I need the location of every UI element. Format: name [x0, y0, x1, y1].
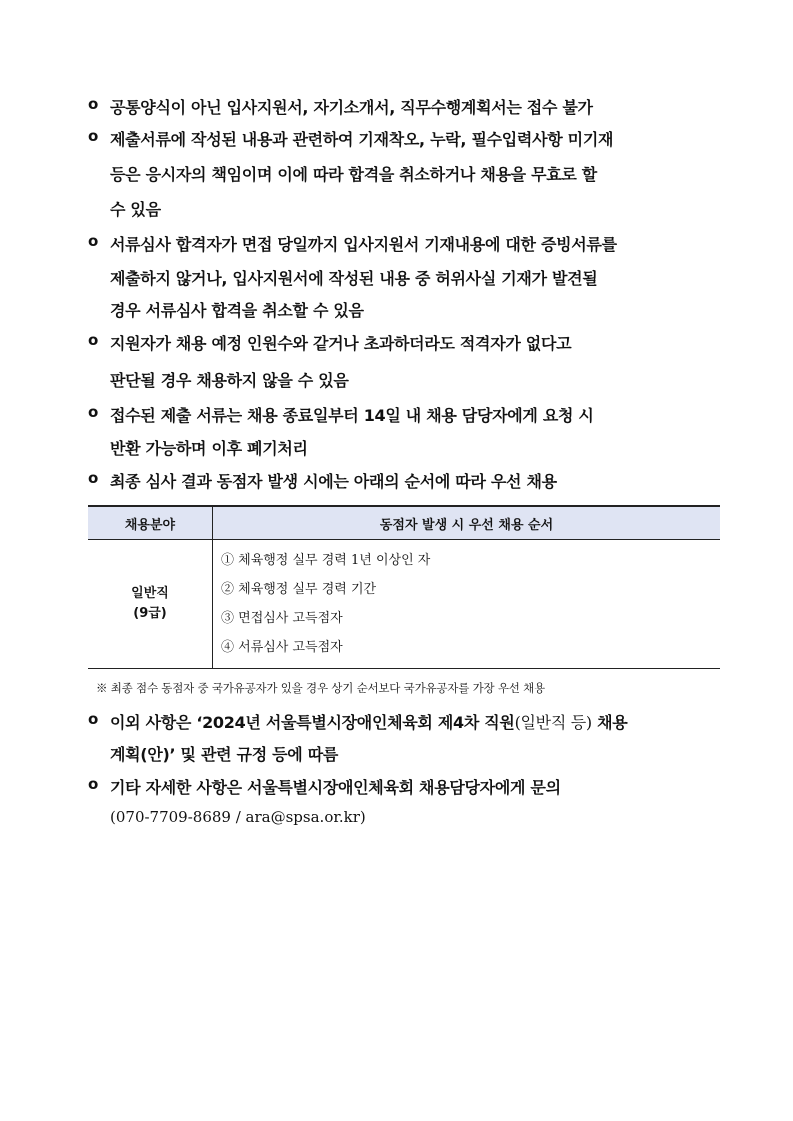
- item-line: 공통양식이 아닌 입사지원서, 자기소개서, 직무수행계획서는 접수 불가: [110, 98, 593, 117]
- contact-info: (070-7709-8689 / ara@spsa.or.kr): [110, 808, 366, 826]
- category-grade: (9급): [133, 606, 167, 621]
- category-name: 일반직: [131, 586, 169, 601]
- plan-prefix: 이외 사항은 ‘2024년 서울특별시장애인체육회 제4차 직원: [110, 713, 515, 732]
- item-line: 등은 응시자의 책임이며 이에 따라 합격을 취소하거나 채용을 무효로 할: [110, 165, 597, 184]
- bullet-marker: o: [88, 469, 99, 487]
- plan-suffix: 채용: [591, 713, 628, 732]
- item-line: 계획(안)’ 및 관련 규정 등에 따름: [110, 745, 339, 764]
- item-line: [110, 710, 627, 733]
- table-header-priority: 동점자 발생 시 우선 채용 순서: [213, 506, 721, 540]
- table-footnote: ※ 최종 점수 동점자 중 국가유공자가 있을 경우 상기 순서보다 국가유공자를 가장 우선 채용: [96, 681, 545, 695]
- item-line: 기타 자세한 사항은 서울특별시장애인체육회 채용담당자에게 문의: [110, 778, 561, 797]
- priority-rule: ① 체육행정 실무 경력 1년 이상인 자: [221, 553, 431, 568]
- item-line: 수 있음: [110, 200, 161, 219]
- item-line: 접수된 제출 서류는 채용 종료일부터 14일 내 채용 담당자에게 요청 시: [110, 406, 594, 425]
- tie-break-priority-table: [88, 505, 720, 669]
- bullet-marker: o: [88, 95, 99, 113]
- plan-mid: (일반직 등): [514, 713, 592, 732]
- priority-rule: ④ 서류심사 고득점자: [221, 640, 343, 655]
- item-line: 지원자가 채용 예정 인원수와 같거나 초과하더라도 적격자가 없다고: [110, 334, 572, 353]
- item-line: 제출서류에 작성된 내용과 관련하여 기재착오, 누락, 필수입력사항 미기재: [110, 130, 614, 149]
- item-line: 서류심사 합격자가 면접 당일까지 입사지원서 기재내용에 대한 증빙서류를: [110, 235, 617, 254]
- bullet-marker: o: [88, 775, 99, 793]
- item-line: 최종 심사 결과 동점자 발생 시에는 아래의 순서에 따라 우선 채용: [110, 472, 557, 491]
- bullet-marker: o: [88, 232, 99, 250]
- priority-rule: ② 체육행정 실무 경력 기간: [221, 582, 377, 597]
- table-header-field: 채용분야: [88, 506, 213, 540]
- item-line: 반환 가능하며 이후 폐기처리: [110, 439, 308, 458]
- priority-rule: ③ 면접심사 고득점자: [221, 611, 343, 626]
- table-rules-cell: [213, 540, 721, 669]
- bullet-marker: o: [88, 127, 99, 145]
- bullet-marker: o: [88, 403, 99, 421]
- item-line: 판단될 경우 채용하지 않을 수 있음: [110, 371, 349, 390]
- table-category-cell: [88, 540, 213, 669]
- bullet-marker: o: [88, 331, 99, 349]
- item-line: 제출하지 않거나, 입사지원서에 작성된 내용 중 허위사실 기재가 발견될: [110, 269, 598, 288]
- item-line: 경우 서류심사 합격을 취소할 수 있음: [110, 301, 364, 320]
- bullet-marker: o: [88, 710, 99, 728]
